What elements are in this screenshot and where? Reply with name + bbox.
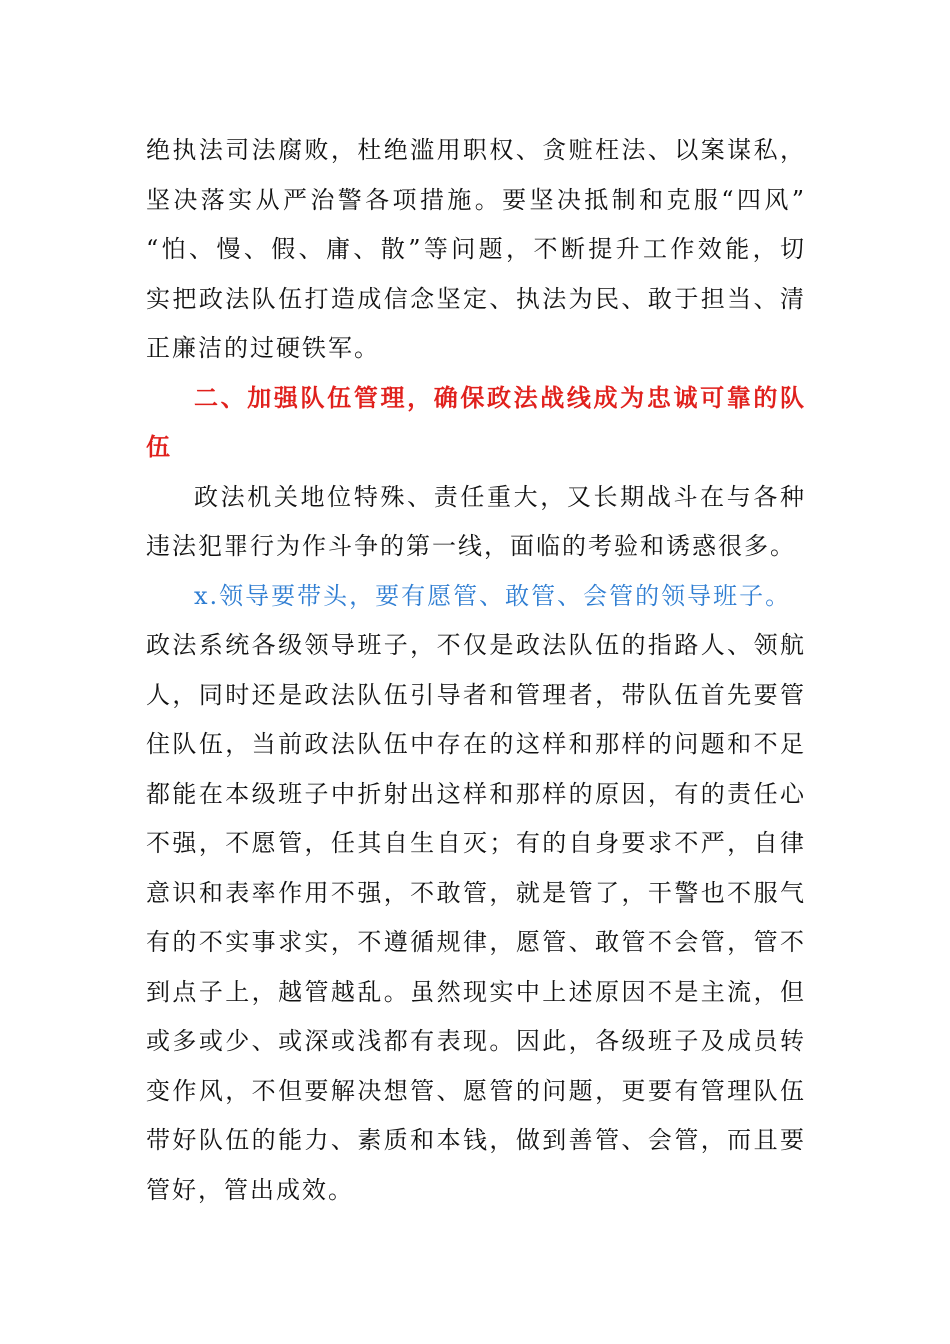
subsection-heading: x.领导要带头，要有愿管、敢管、会管的领导班子。 bbox=[194, 581, 792, 610]
text-line: 意识和表率作用不强，不敢管，就是管了，干警也不服气 bbox=[146, 878, 806, 907]
section-heading: 二、加强队伍管理，确保政法战线成为忠诚可靠的队 bbox=[194, 383, 806, 412]
text-line: 政法系统各级领导班子，不仅是政法队伍的指路人、领航 bbox=[146, 631, 806, 659]
text-line: 变作风，不但要解决想管、愿管的问题，更要有管理队伍 bbox=[146, 1076, 806, 1105]
text-line: 绝执法司法腐败，杜绝滥用职权、贪赃枉法、以案谋私， bbox=[146, 136, 806, 164]
paragraph-continuation bbox=[146, 126, 806, 1215]
section-heading-continued: 伍 bbox=[146, 433, 172, 461]
text-line: “怕、慢、假、庸、散”等问题，不断提升工作效能，切 bbox=[146, 235, 806, 263]
text-line: 带好队伍的能力、素质和本钱，做到善管、会管，而且要 bbox=[146, 1126, 806, 1154]
text-line: 或多或少、或深或浅都有表现。因此，各级班子及成员转 bbox=[146, 1027, 806, 1055]
text-line: 有的不实事求实，不遵循规律，愿管、敢管不会管，管不 bbox=[146, 928, 806, 956]
text-line: 不强，不愿管，任其自生自灭；有的自身要求不严，自律 bbox=[146, 829, 806, 857]
text-line: 住队伍，当前政法队伍中存在的这样和那样的问题和不足 bbox=[146, 730, 806, 758]
text-line: 都能在本级班子中折射出这样和那样的原因，有的责任心 bbox=[146, 779, 806, 808]
text-line: 管好，管出成效。 bbox=[146, 1175, 354, 1204]
text-line: 坚决落实从严治警各项措施。要坚决抵制和克服“四风” bbox=[146, 185, 806, 214]
text-line: 违法犯罪行为作斗争的第一线，面临的考验和诱惑很多。 bbox=[146, 532, 796, 560]
text-line: 人，同时还是政法队伍引导者和管理者，带队伍首先要管 bbox=[146, 680, 806, 709]
text-line: 实把政法队伍打造成信念坚定、执法为民、敢于担当、清 bbox=[146, 284, 806, 313]
text-line: 政法机关地位特殊、责任重大，又长期战斗在与各种 bbox=[194, 482, 806, 511]
text-line: 到点子上，越管越乱。虽然现实中上述原因不是主流，但 bbox=[146, 977, 806, 1006]
text-line: 正廉洁的过硬铁军。 bbox=[146, 334, 380, 362]
